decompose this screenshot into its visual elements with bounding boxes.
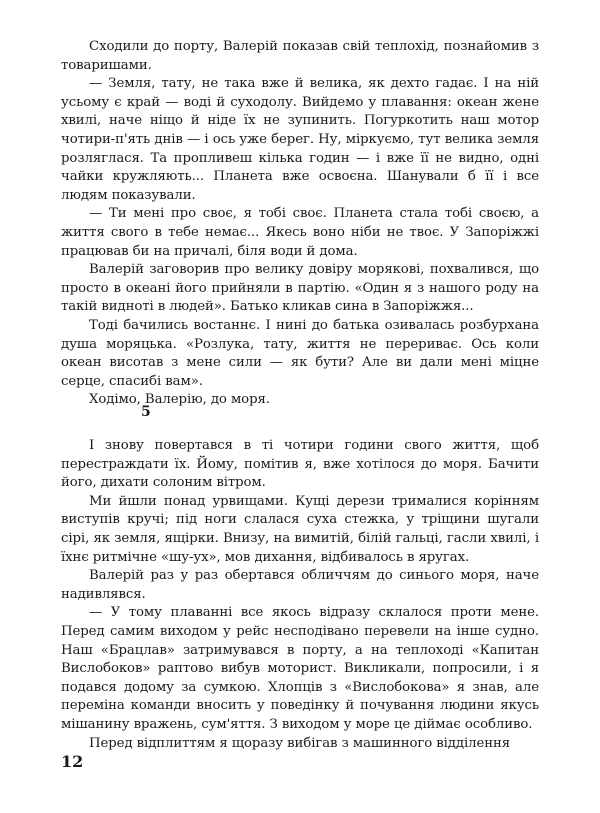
paragraph: Ми йшли понад урвищами. Кущі дерези трималися корінням виступів кручі; під ноги слалася суха стежка, у тріщини шугали сірі, як земля, ящірки. Внизу, на вимитій, білій гальці, гасли хвилі, і їхнє ритмічне «шу-ух», мов дихання, відбивалось в яругах.: [61, 493, 539, 565]
paragraph: — Земля, тату, не така вже й велика, як дехто гадає. І на ній усьому є край — воді й суходолу. Вийдемо у плавання: океан жене хвилі, наче ніщо й ніде їх не зупинить. Погуркотить наш мотор чотири-п'ять днів — і ось уже берег. Ну, міркуємо, тут велика земля розляглася. Та пропливеш кілька годин — і вже її не видно, одні чайки кружляють... Планета вже освоєна. Шанували б її і все людям показували.: [61, 76, 539, 203]
paragraph: Валерій заговорив про велику довіру морякові, похвалився, що просто в океані його прийняли в партію. «Один я з нашого роду на такій видноті в людей». Батько кликав сина в Запоріжжя...: [61, 262, 539, 315]
paragraph: Сходили до порту, Валерій показав свій теплохід, познайомив з товаришами.: [61, 39, 539, 73]
paragraph: — У тому плаванні все якось відразу склалося проти мене. Перед самим виходом у рейс несподівано перевели на інше судно. Наш «Брацлав» затримувався в порту, а на теплоході «Капитан Вислобоков» раптово вибув моторист. Викликали, попросили, і я подався додому за сумкою. Хлопців з «Вислобокова» я знав, але переміна команди вносить у поведінку й почування людини якусь мішанину вражень, сум'яття. З виходом у море це діймає особливо.: [61, 605, 539, 732]
section-number: 5: [141, 404, 151, 420]
text-block-bottom: [61, 437, 539, 753]
text-block-top: [61, 38, 539, 410]
paragraph: — Ти мені про своє, я тобі своє. Планета стала тобі своєю, а життя свого в тебе немає... Якесь воно ніби не твоє. У Запоріжжі працював би на причалі, біля води й дома.: [61, 206, 539, 259]
page-number: 12: [61, 752, 84, 771]
paragraph: Валерій раз у раз обертався обличчям до синього моря, наче надивлявся.: [61, 568, 539, 602]
paragraph: Ходімо, Валерію, до моря.: [89, 392, 270, 408]
paragraph: Тоді бачились востаннє. І нині до батька озивалась розбурхана душа моряцька. «Розлука, тату, життя не перериває. Ось коли океан висотав з мене сили — як бути? Але ви дали мені міцне серце, спасибі вам».: [61, 317, 539, 389]
paragraph: Перед відплиттям я щоразу вибігав з машинного відділення: [89, 735, 511, 751]
paragraph: І знову повертався в ті чотири години свого життя, щоб перестраждати їх. Йому, помітив я, вже хотілося до моря. Бачити його, дихати солоним вітром.: [61, 438, 539, 491]
